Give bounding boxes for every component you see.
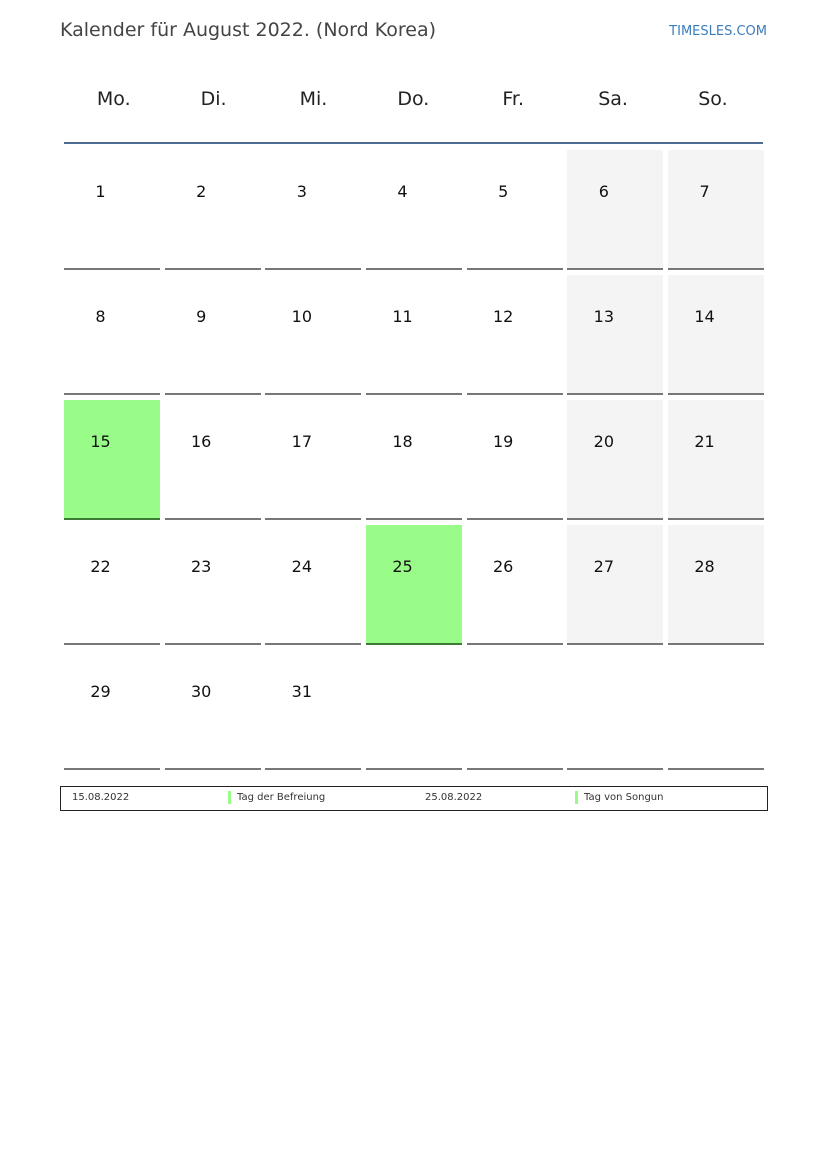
weekday-monday: Mo. — [96, 88, 131, 110]
weekday-tuesday: Di. — [200, 88, 227, 110]
day-number: 19 — [493, 432, 514, 451]
day-cell[interactable] — [64, 650, 160, 770]
day-cell-empty — [668, 650, 764, 770]
legend-holiday-name: Tag von Songun — [584, 792, 664, 803]
day-cell[interactable] — [265, 150, 361, 270]
day-cell-weekend[interactable] — [668, 400, 764, 520]
calendar-grid — [64, 150, 764, 775]
day-number: 17 — [291, 432, 313, 451]
day-cell[interactable] — [366, 150, 462, 270]
day-number: 11 — [392, 307, 413, 326]
day-cell[interactable] — [64, 275, 160, 395]
legend-color-marker — [575, 791, 578, 804]
day-number: 28 — [694, 557, 715, 576]
day-number: 9 — [196, 307, 207, 326]
day-cell[interactable] — [265, 650, 361, 770]
legend-holiday-name: Tag der Befreiung — [237, 792, 326, 803]
page-title: Kalender für August 2022. (Nord Korea) — [60, 19, 437, 41]
day-cell-empty — [467, 650, 563, 770]
day-cell[interactable] — [366, 400, 462, 520]
legend-color-marker — [228, 791, 231, 804]
day-number: 4 — [397, 182, 408, 201]
day-number: 10 — [291, 307, 313, 326]
day-number: 6 — [598, 182, 609, 201]
weekday-friday: Fr. — [502, 88, 525, 110]
holiday-legend — [60, 786, 768, 811]
day-number: 29 — [90, 682, 111, 701]
day-cell[interactable] — [467, 150, 563, 270]
day-cell[interactable] — [165, 525, 261, 645]
day-number: 16 — [190, 432, 212, 451]
day-number: 23 — [190, 557, 212, 576]
day-cell[interactable] — [467, 525, 563, 645]
day-number: 3 — [296, 182, 307, 201]
day-number: 7 — [699, 182, 710, 201]
day-cell-weekend[interactable] — [567, 400, 663, 520]
day-number: 14 — [694, 307, 715, 326]
day-number: 8 — [95, 307, 106, 326]
day-cell[interactable] — [64, 525, 160, 645]
day-cell[interactable] — [165, 275, 261, 395]
day-cell-empty — [366, 650, 462, 770]
day-cell-weekend[interactable] — [668, 150, 764, 270]
day-number: 5 — [498, 182, 509, 201]
day-number: 25 — [392, 557, 413, 576]
day-cell-weekend[interactable] — [567, 275, 663, 395]
day-number: 24 — [291, 557, 313, 576]
site-link[interactable]: TIMESLES.COM — [669, 24, 767, 39]
day-number: 26 — [493, 557, 514, 576]
day-cell-empty — [567, 650, 663, 770]
day-cell[interactable] — [165, 650, 261, 770]
day-cell[interactable] — [165, 400, 261, 520]
day-number: 18 — [392, 432, 413, 451]
weekday-thursday: Do. — [397, 88, 430, 110]
week-row — [64, 275, 764, 395]
day-number: 20 — [593, 432, 615, 451]
day-number: 22 — [90, 557, 111, 576]
day-cell-weekend[interactable] — [567, 150, 663, 270]
weekday-sunday: So. — [698, 88, 728, 110]
day-cell[interactable] — [265, 400, 361, 520]
day-number: 13 — [593, 307, 615, 326]
week-row — [64, 650, 764, 770]
day-cell-holiday[interactable] — [366, 525, 462, 645]
day-cell[interactable] — [165, 150, 261, 270]
day-number: 30 — [190, 682, 212, 701]
day-number: 2 — [196, 182, 207, 201]
day-number: 21 — [694, 432, 715, 451]
legend-date: 25.08.2022 — [425, 792, 483, 803]
day-cell[interactable] — [64, 150, 160, 270]
day-number: 15 — [90, 432, 111, 451]
weekday-wednesday: Mi. — [299, 88, 328, 110]
day-cell-weekend[interactable] — [668, 275, 764, 395]
weekday-header — [64, 88, 763, 110]
day-cell[interactable] — [265, 525, 361, 645]
day-number: 12 — [493, 307, 514, 326]
header-divider — [64, 142, 763, 144]
week-row — [64, 400, 764, 520]
day-cell-weekend[interactable] — [567, 525, 663, 645]
day-number: 31 — [291, 682, 313, 701]
day-cell[interactable] — [467, 400, 563, 520]
day-cell-holiday[interactable] — [64, 400, 160, 520]
day-cell[interactable] — [366, 275, 462, 395]
day-cell[interactable] — [467, 275, 563, 395]
day-cell[interactable] — [265, 275, 361, 395]
day-cell-weekend[interactable] — [668, 525, 764, 645]
weekday-saturday: Sa. — [598, 88, 628, 110]
legend-date: 15.08.2022 — [72, 792, 130, 803]
day-number: 27 — [593, 557, 615, 576]
week-row — [64, 150, 764, 270]
week-row — [64, 525, 764, 645]
day-number: 1 — [95, 182, 106, 201]
